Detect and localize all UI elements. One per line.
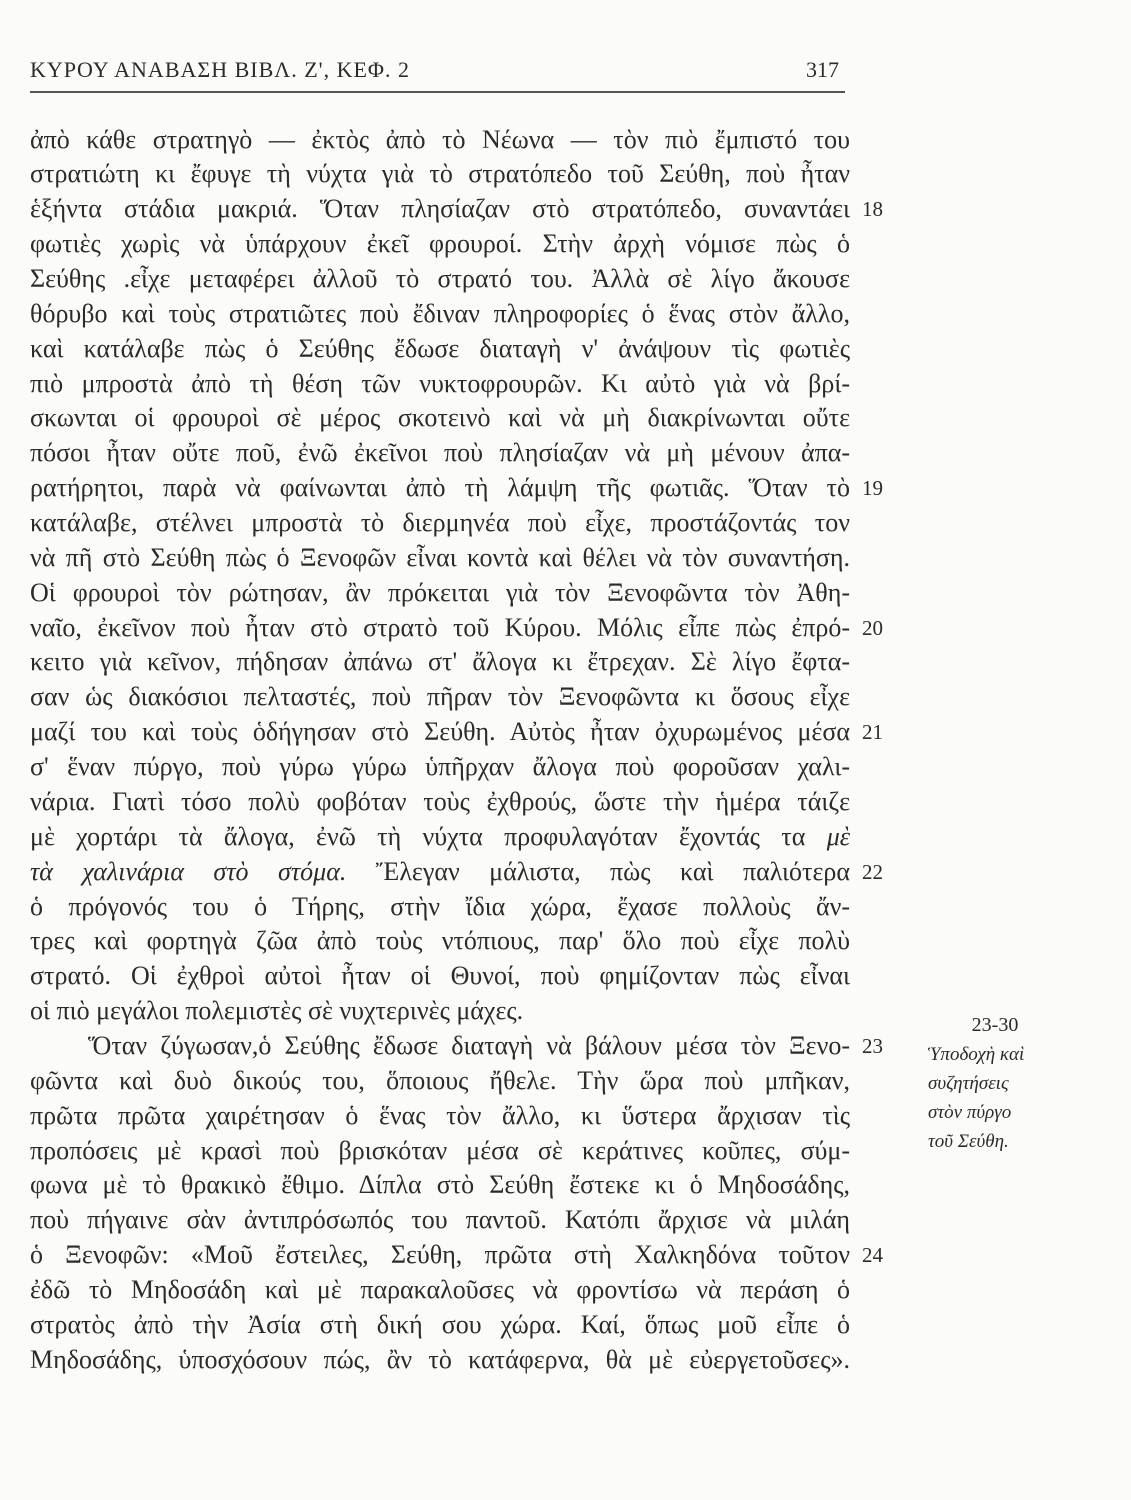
text-line	[30, 611, 883, 646]
text-line	[30, 471, 883, 506]
line-text: κατάλαβε, στέλνει μπροστὰ τὸ διερμηνέα ποὺ εἶχε, προστάζοντάς τον	[30, 508, 850, 538]
text-line	[30, 332, 850, 367]
line-text: φωνα μὲ τὸ θρακικὸ ἔθιμο. Δίπλα στὸ Σεύθη ἔστεκε κι ὁ Μηδοσάδης,	[30, 1170, 850, 1200]
line-text: κειτο γιὰ κεῖνον, πήδησαν ἀπάνω στ' ἄλογα κι ἔτρεχαν. Σὲ λίγο ἔφτα-	[30, 647, 850, 677]
section-number: 23	[862, 1033, 883, 1058]
text-line	[30, 715, 883, 750]
line-text: ἀπὸ κάθε στρατηγὸ — ἐκτὸς ἀπὸ τὸ Νέωνα — τὸν πιὸ ἔμπιστό του	[30, 124, 850, 154]
text-line	[30, 1238, 883, 1273]
line-text: ναῖο, ἐκεῖνον ποὺ ἦταν στὸ στρατὸ τοῦ Κύρου. Μόλις εἶπε πὼς ἐπρό-	[30, 612, 850, 642]
text-line	[30, 401, 850, 436]
text-line	[30, 785, 850, 820]
line-text: ὁ Ξενοφῶν: «Μοῦ ἔστειλες, Σεύθη, πρῶτα στὴ Χαλκηδόνα τοῦτον	[30, 1240, 850, 1270]
line-content	[30, 820, 850, 855]
line-text: πρῶτα πρῶτα χαιρέτησαν ὁ ἕνας τὸν ἄλλο, κι ὕστερα ἄρχισαν τὶς	[30, 1100, 850, 1130]
text-line	[30, 1168, 850, 1203]
margin-note-range: 23-30	[971, 1014, 1019, 1036]
text-line	[30, 1099, 850, 1134]
line-text: στρατὸς ἀπὸ τὴν Ἀσία στὴ δική σου χώρα. Καί, ὅπως μοῦ εἶπε ὁ	[30, 1309, 850, 1339]
line-text: σκωνται οἱ φρουροὶ σὲ μέρος σκοτεινὸ καὶ νὰ μὴ διακρίνωνται οὔτε	[30, 403, 850, 433]
text-line	[30, 157, 850, 192]
text-line	[30, 506, 850, 541]
line-text: σαν ὡς διακόσιοι πελταστές, ποὺ πῆραν τὸν Ξενοφῶντα κι ὅσους εἶχε	[30, 682, 850, 712]
line-text: ἑξήντα στάδια μακριά. Ὅταν πλησίαζαν στὸ στρατόπεδο, συναντάει	[30, 194, 850, 224]
text-line	[30, 1273, 850, 1308]
body-text	[30, 123, 883, 1378]
line-text: ὁ πρόγονός του ὁ Τήρης, στὴν ἴδια χώρα, ἔχασε πολλοὺς ἄν-	[30, 891, 850, 921]
line-text: θόρυβο καὶ τοὺς στρατιῶτες ποὺ ἔδιναν πληροφορίες ὁ ἕνας στὸν ἄλλο,	[30, 298, 850, 328]
section-number: 21	[862, 720, 883, 745]
text-line	[30, 645, 850, 680]
line-text: Οἱ φρουροὶ τὸν ρώτησαν, ἂν πρόκειται γιὰ τὸν Ξενοφῶντα τὸν Ἀθη-	[30, 577, 850, 607]
line-text: τρες καὶ φορτηγὰ ζῶα ἀπὸ τοὺς ντόπιους, παρ' ὅλο ποὺ εἶχε πολὺ	[30, 926, 850, 956]
line-text: νὰ πῆ στὸ Σεύθη πὼς ὁ Ξενοφῶν εἶναι κοντὰ καὶ θέλει νὰ τὸν συναντήση.	[30, 542, 850, 572]
text-line	[30, 820, 850, 855]
text-line	[30, 1134, 850, 1169]
text-line	[30, 227, 850, 262]
margin-note-line: συζητήσεις	[928, 1073, 1009, 1094]
line-text: στρατιώτη κι ἔφυγε τὴ νύχτα γιὰ τὸ στρατόπεδο τοῦ Σεύθη, ποὺ ἦταν	[30, 159, 850, 189]
line-text: νάρια. Γιατὶ τόσο πολὺ φοβόταν τοὺς ἐχθρούς, ὥστε τὴν ἡμέρα τάιζε	[30, 786, 850, 816]
text-line	[30, 192, 883, 227]
line-text: καὶ κατάλαβε πὼς ὁ Σεύθης ἔδωσε διαταγὴ ν' ἀνάψουν τὶς φωτιὲς	[30, 333, 850, 363]
line-text: Ὅταν ζύγωσαν,ὁ Σεύθης ἔδωσε διαταγὴ νὰ βάλουν μέσα τὸν Ξενο-	[88, 1030, 850, 1060]
line-text: φῶντα καὶ δυὸ δικούς του, ὅποιους ἤθελε. Τὴν ὥρα ποὺ μπῆκαν,	[30, 1065, 850, 1095]
line-text: οἱ πιὸ μεγάλοι πολεμιστὲς σὲ νυχτερινὲς μάχες.	[30, 996, 524, 1026]
text-line	[30, 297, 850, 332]
text-line	[30, 680, 850, 715]
line-text: πιὸ μπροστὰ ἀπὸ τὴ θέση τῶν νυκτοφρουρῶν. Κι αὐτὸ γιὰ νὰ βρί-	[30, 368, 850, 398]
text-line	[30, 367, 850, 402]
running-title: ΚΥΡΟΥ ΑΝΑΒΑΣΗ ΒΙΒΛ. Ζ', ΚΕΦ. 2	[30, 57, 411, 82]
line-text: ρατήρητοι, παρὰ νὰ φαίνωνται ἀπὸ τὴ λάμψη τῆς φωτιᾶς. Ὅταν τὸ	[30, 473, 850, 503]
line-text: μὲ χορτάρι τὰ ἄλογα, ἐνῶ τὴ νύχτα προφυλαγόταν ἔχοντάς τα	[30, 821, 827, 851]
text-line	[30, 541, 850, 576]
section-number: 20	[862, 615, 883, 640]
text-line	[30, 262, 850, 297]
section-number: 22	[862, 859, 883, 884]
text-line	[30, 855, 883, 890]
text-line	[30, 1064, 850, 1099]
text-line	[30, 576, 850, 611]
margin-note-line: τοῦ Σεύθη.	[928, 1131, 1009, 1152]
text-line	[30, 1203, 850, 1238]
margin-note	[928, 1010, 1088, 1156]
italic-text: μὲ	[826, 821, 850, 851]
text-line	[30, 123, 850, 158]
header-rule	[30, 91, 845, 93]
section-number: 24	[862, 1243, 883, 1268]
text-line	[30, 1308, 850, 1343]
line-content	[30, 855, 850, 890]
line-text: προπόσεις μὲ κρασὶ ποὺ βρισκόταν μέσα σὲ κεράτινες κοῦπες, σύμ-	[30, 1135, 850, 1165]
line-text: ποὺ πήγαινε σὰν ἀντιπρόσωπός του παντοῦ. Κατόπι ἄρχισε νὰ μιλάη	[30, 1205, 850, 1235]
text-line	[30, 994, 850, 1029]
text-line	[30, 890, 850, 925]
line-text: Σεύθης .εἶχε μεταφέρει ἀλλοῦ τὸ στρατό του. Ἀλλὰ σὲ λίγο ἄκουσε	[30, 264, 850, 294]
text-line	[30, 436, 850, 471]
text-line	[30, 959, 850, 994]
line-text: στρατό. Οἱ ἐχθροὶ αὐτοὶ ἦταν οἱ Θυνοί, ποὺ φημίζονταν πὼς εἶναι	[30, 961, 850, 991]
italic-text: τὰ χαλινάρια στὸ στόμα.	[30, 856, 347, 886]
paragraph-first-line	[30, 1029, 883, 1064]
text-line	[30, 924, 850, 959]
section-number: 18	[862, 197, 883, 222]
page-number: 317	[806, 57, 839, 82]
text-line	[30, 1343, 850, 1378]
line-text: πόσοι ἦταν οὔτε ποῦ, ἐνῶ ἐκεῖνοι ποὺ πλησίαζαν νὰ μὴ μένουν ἀπα-	[30, 438, 850, 468]
line-text: Ἔλεγαν μάλιστα, πὼς καὶ παλιότερα	[346, 856, 850, 886]
text-line	[30, 750, 850, 785]
margin-note-line: Ὑποδοχὴ καὶ	[928, 1044, 1025, 1065]
line-text: μαζί του καὶ τοὺς ὁδήγησαν στὸ Σεύθη. Αὐτὸς ἦταν ὀχυρωμένος μέσα	[30, 717, 850, 747]
line-text: ἐδῶ τὸ Μηδοσάδη καὶ μὲ παρακαλοῦσες νὰ φροντίσω νὰ περάση ὁ	[30, 1274, 850, 1304]
section-number: 19	[862, 476, 883, 501]
line-text: σ' ἕναν πύργο, ποὺ γύρω γύρω ὑπῆρχαν ἄλογα ποὺ φοροῦσαν χαλι-	[30, 752, 850, 782]
margin-note-line: στὸν πύργο	[928, 1102, 1012, 1123]
line-text: φωτιὲς χωρὶς νὰ ὑπάρχουν ἐκεῖ φρουροί. Στὴν ἀρχὴ νόμισε πὼς ὁ	[30, 229, 850, 259]
line-text: Μηδοσάδης, ὑποσχόσουν πώς, ἂν τὸ κατάφερνα, θὰ μὲ εὐεργετοῦσες».	[30, 1344, 850, 1374]
